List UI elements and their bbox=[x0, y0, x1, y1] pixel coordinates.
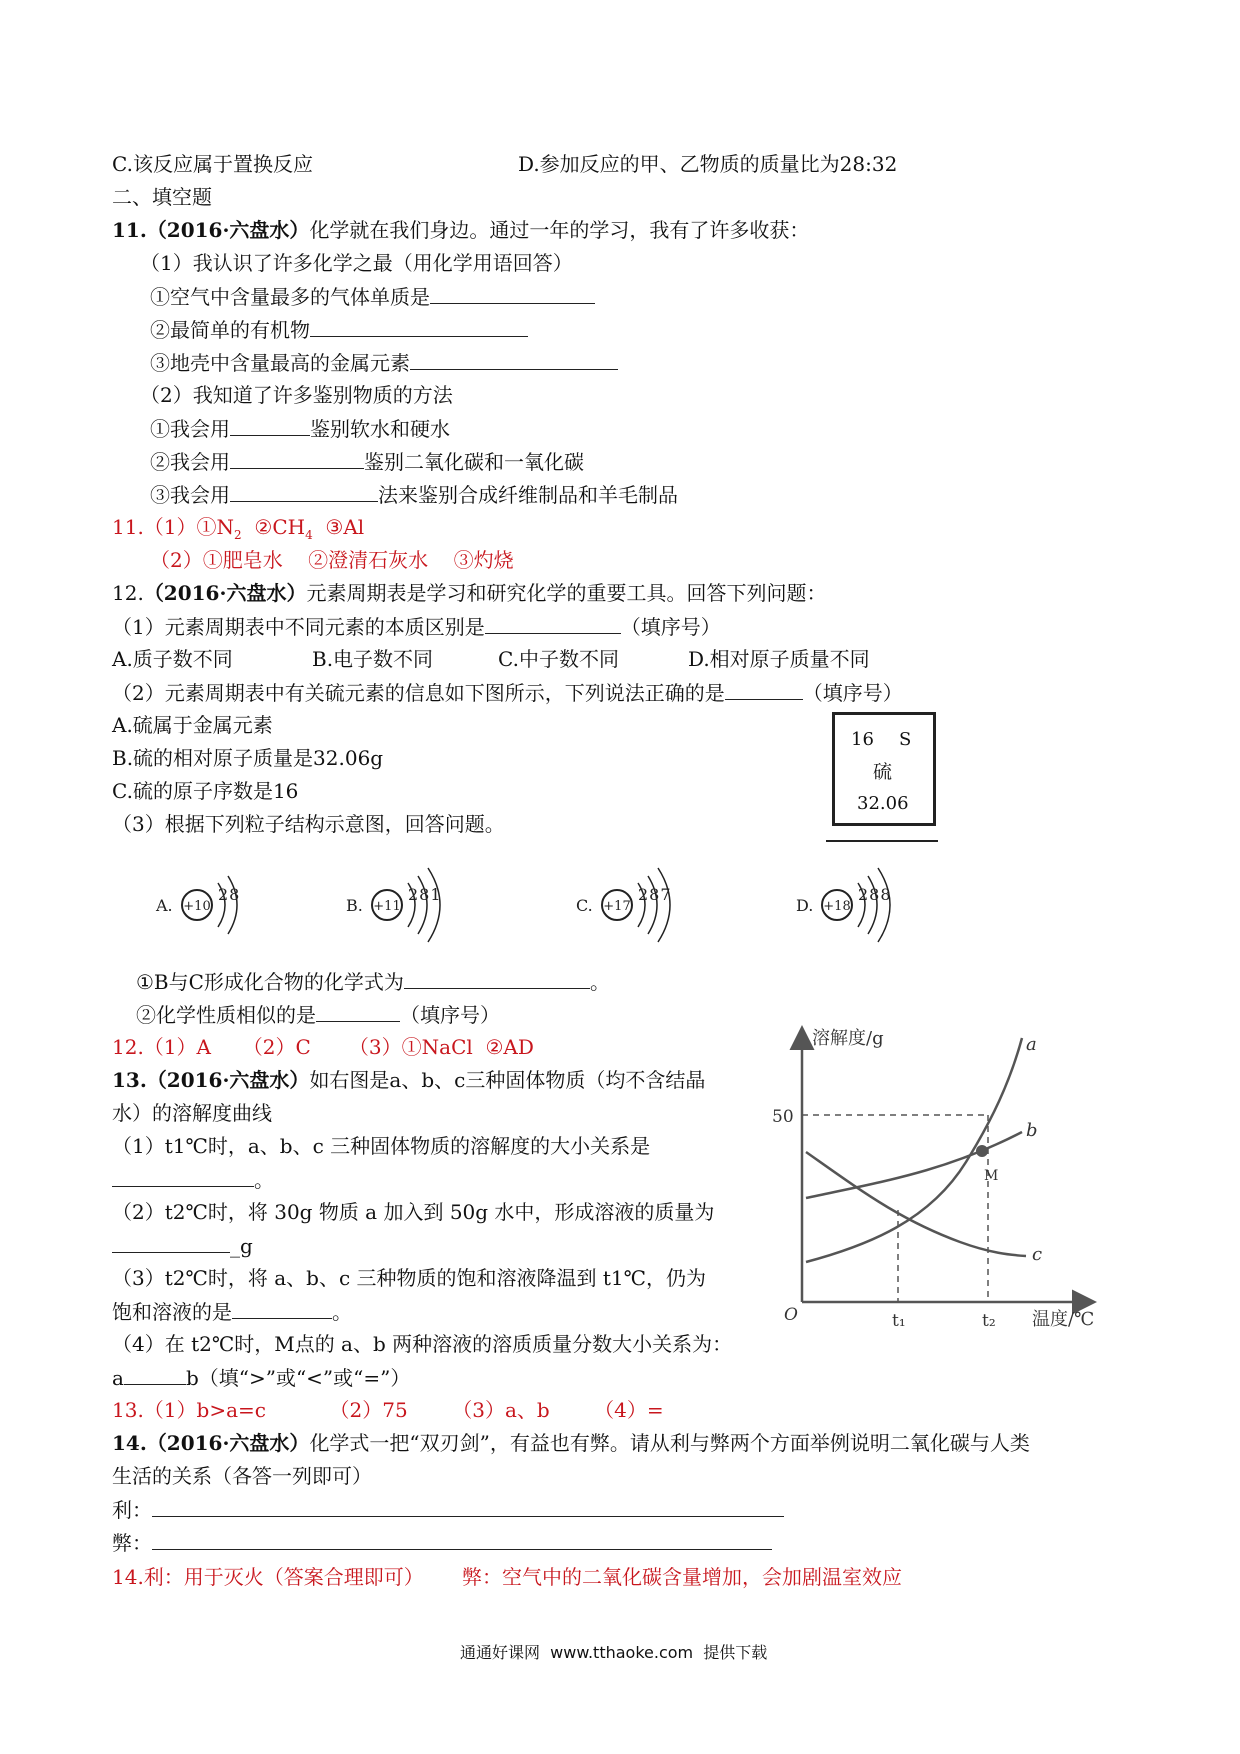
q14-stem-line1 bbox=[112, 1430, 1030, 1456]
q13-part3-line2 bbox=[112, 1298, 352, 1325]
q14-harm-line bbox=[112, 1529, 772, 1556]
q11-part1-item2-text: ②最简单的有机物 bbox=[150, 318, 310, 342]
q11-answer-a: 11.（1）①N bbox=[112, 515, 235, 539]
q11-part1-item2 bbox=[150, 316, 528, 343]
particle-label: D. bbox=[796, 896, 814, 915]
q13-source: （2016·六盘水） bbox=[146, 1068, 310, 1092]
answer-blank[interactable] bbox=[124, 1364, 186, 1385]
element-number: 16 bbox=[851, 729, 874, 750]
particle-c bbox=[576, 868, 672, 942]
q12-part3-item2-hint: （填序号） bbox=[400, 1003, 500, 1027]
nucleus-charge: +17 bbox=[603, 899, 631, 914]
q11-part1-item1 bbox=[150, 283, 595, 310]
q12-part2-text: （2）元素周期表中有关硫元素的信息如下图所示，下列说法正确的是 bbox=[112, 681, 725, 705]
q12-part1 bbox=[112, 613, 721, 640]
q11-answer-line1 bbox=[112, 514, 364, 548]
q14-stem-line2: 生活的关系（各答一列即可） bbox=[112, 1464, 372, 1488]
q13-part4-a: a bbox=[112, 1366, 124, 1390]
particle-label: C. bbox=[576, 896, 593, 915]
q11-part1-item3-text: ③地壳中含量最高的金属元素 bbox=[150, 351, 410, 375]
q14-number: 14. bbox=[112, 1431, 147, 1455]
q13-part4-text: b（填“>”或“<”或“=”） bbox=[185, 1366, 411, 1390]
q12-option-d: D.相对原子质量不同 bbox=[688, 647, 870, 671]
q11-part2-item3 bbox=[150, 481, 678, 508]
q13-part1-end: 。 bbox=[254, 1168, 274, 1192]
q13-part2-blank-line bbox=[112, 1232, 253, 1259]
q13-part4-line1: （4）在 t2℃时，M点的 a、b 两种溶液的溶质质量分数大小关系为： bbox=[112, 1332, 733, 1356]
q12-number: 12. bbox=[112, 581, 144, 605]
electron-shells: 281 bbox=[408, 885, 442, 904]
q12-statement-a: A.硫属于金属元素 bbox=[112, 713, 273, 737]
q11-part2-item1 bbox=[150, 415, 450, 442]
q12-statement-c: C.硫的原子序数是16 bbox=[112, 779, 299, 803]
q12-source: （2016·六盘水） bbox=[143, 581, 307, 605]
q12-part3-item1 bbox=[136, 968, 610, 995]
page-footer: 通通好课网 www.tthaoke.com 提供下载 bbox=[460, 1643, 768, 1662]
q11-part1: （1）我认识了许多化学之最（用化学用语回答） bbox=[140, 251, 573, 275]
q12-part3-item2 bbox=[136, 1001, 500, 1028]
answer-blank[interactable] bbox=[410, 349, 618, 370]
electron-shells: 288 bbox=[858, 885, 892, 904]
q12-option-a: A.质子数不同 bbox=[112, 647, 233, 671]
q11-part1-item1-text: ①空气中含量最多的气体单质是 bbox=[150, 285, 430, 309]
q11-part2-item2 bbox=[150, 448, 584, 475]
answer-blank[interactable] bbox=[112, 1166, 254, 1187]
q12-part2-hint: （填序号） bbox=[802, 681, 903, 705]
q11-answer-sub1: 2 bbox=[234, 528, 242, 542]
x-tick-t2: t₂ bbox=[982, 1311, 996, 1330]
electron-shell-arcs bbox=[408, 868, 440, 942]
q12-part3-item2-text: ②化学性质相似的是 bbox=[136, 1003, 316, 1027]
nucleus-charge: +10 bbox=[183, 899, 211, 914]
origin-label: O bbox=[784, 1305, 798, 1325]
q11-stem-text: 化学就在我们身边。通过一年的学习，我有了许多收获： bbox=[309, 218, 810, 242]
q13-part1: （1）t1℃时，a、b、c 三种固体物质的溶解度的大小关系是 bbox=[112, 1134, 651, 1158]
q13-part4-line2 bbox=[112, 1364, 410, 1391]
answer-blank[interactable] bbox=[230, 448, 364, 469]
answer-blank[interactable] bbox=[404, 968, 590, 989]
element-symbol: S bbox=[899, 729, 912, 750]
curve-b bbox=[806, 1132, 1022, 1198]
q13-stem-line2: 水）的溶解度曲线 bbox=[112, 1101, 272, 1125]
q13-number: 13. bbox=[112, 1068, 147, 1092]
particle-b bbox=[346, 868, 442, 942]
q10-option-c: C.该反应属于置换反应 bbox=[112, 152, 313, 176]
q13-part3-end: 。 bbox=[332, 1300, 352, 1324]
q12-answer: 12.（1）A （2）C （3）①NaCl ②AD bbox=[112, 1035, 534, 1059]
y-tick-50: 50 bbox=[772, 1107, 794, 1127]
q14-stem-text: 化学式一把“双刃剑”，有益也有弊。请从利与弊两个方面举例说明二氧化碳与人类 bbox=[309, 1431, 1030, 1455]
q12-part3: （3）根据下列粒子结构示意图，回答问题。 bbox=[112, 812, 505, 836]
q13-stem-text: 如右图是a、b、c三种固体物质（均不含结晶 bbox=[309, 1068, 706, 1092]
section-title: 二、填空题 bbox=[112, 185, 212, 209]
answer-blank[interactable] bbox=[316, 1001, 400, 1022]
q11-stem bbox=[112, 217, 809, 243]
particle-diagrams bbox=[140, 850, 1140, 960]
q11-answer-sub2: 4 bbox=[305, 528, 313, 542]
q12-part1-hint: （填序号） bbox=[620, 615, 721, 639]
particle-label: B. bbox=[346, 896, 363, 915]
q11-source: （2016·六盘水） bbox=[146, 218, 310, 242]
q13-answer: 13.（1）b>a=c （2）75 （3）a、b （4）= bbox=[112, 1398, 664, 1422]
q11-part2-item2-post: 鉴别二氧化碳和一氧化碳 bbox=[364, 450, 584, 474]
y-axis-label: 溶解度/g bbox=[812, 1028, 884, 1049]
answer-blank[interactable] bbox=[725, 679, 803, 700]
answer-blank[interactable] bbox=[112, 1232, 230, 1253]
q11-part1-item3 bbox=[150, 349, 618, 376]
q12-option-c: C.中子数不同 bbox=[498, 647, 619, 671]
answer-blank[interactable] bbox=[310, 316, 528, 337]
solubility-chart bbox=[770, 1020, 1120, 1330]
electron-shells: 28 bbox=[218, 885, 241, 904]
answer-blank[interactable] bbox=[232, 1298, 332, 1319]
q12-stem-text: 元素周期表是学习和研究化学的重要工具。回答下列问题： bbox=[306, 581, 827, 605]
q12-statement-b: B.硫的相对原子质量是32.06g bbox=[112, 746, 384, 770]
curve-a bbox=[806, 1038, 1022, 1262]
q13-part3-line1: （3）t2℃时，将 a、b、c 三种物质的饱和溶液降温到 t1℃，仍为 bbox=[112, 1266, 706, 1290]
curve-a-label: a bbox=[1026, 1034, 1037, 1055]
curve-b-label: b bbox=[1026, 1120, 1038, 1141]
answer-blank[interactable] bbox=[485, 613, 621, 634]
sulfur-element-card bbox=[832, 712, 936, 826]
q13-part1-blank-line bbox=[112, 1166, 274, 1193]
q11-part2-item1-pre: ①我会用 bbox=[150, 417, 230, 441]
q14-answer: 14.利：用于灭火（答案合理即可） 弊：空气中的二氧化碳含量增加，会加剧温室效应 bbox=[112, 1565, 902, 1589]
q12-part1-text: （1）元素周期表中不同元素的本质区别是 bbox=[112, 615, 485, 639]
element-name: 硫 bbox=[873, 761, 893, 783]
q11-part2: （2）我知道了许多鉴别物质的方法 bbox=[140, 383, 453, 407]
q11-part2-item3-post: 法来鉴别合成纤维制品和羊毛制品 bbox=[378, 483, 678, 507]
q12-option-b: B.电子数不同 bbox=[312, 647, 434, 671]
q11-number: 11. bbox=[112, 218, 147, 242]
answer-blank[interactable] bbox=[230, 481, 378, 502]
q12-part2 bbox=[112, 679, 903, 706]
q14-harm-label: 弊： bbox=[112, 1531, 152, 1555]
answer-blank[interactable] bbox=[430, 283, 595, 304]
q10-option-d: D.参加反应的甲、乙物质的质量比为28:32 bbox=[518, 152, 898, 176]
q12-part3-item1-text: ①B与C形成化合物的化学式为 bbox=[136, 970, 404, 994]
q12-stem bbox=[112, 580, 826, 606]
nucleus-charge: +11 bbox=[373, 899, 401, 914]
q14-benefit-line bbox=[112, 1496, 784, 1523]
answer-blank[interactable] bbox=[152, 1529, 772, 1550]
particle-a bbox=[155, 876, 240, 934]
electron-shell-arcs bbox=[638, 868, 670, 942]
element-card-underline bbox=[826, 840, 938, 842]
q13-part2-unit: _g bbox=[230, 1234, 253, 1258]
q11-part2-item2-pre: ②我会用 bbox=[150, 450, 230, 474]
element-mass: 32.06 bbox=[857, 793, 909, 814]
q13-part2: （2）t2℃时，将 30g 物质 a 加入到 50g 水中，形成溶液的质量为 bbox=[112, 1200, 715, 1224]
point-m bbox=[976, 1145, 988, 1157]
q13-part3-text: 饱和溶液的是 bbox=[112, 1300, 232, 1324]
q11-part2-item3-pre: ③我会用 bbox=[150, 483, 230, 507]
point-m-label: M bbox=[984, 1168, 999, 1184]
q11-answer-b: ②CH bbox=[241, 515, 306, 539]
curve-c-label: c bbox=[1032, 1244, 1043, 1265]
electron-shells: 287 bbox=[638, 885, 672, 904]
q11-answer-c: ③Al bbox=[312, 515, 365, 539]
particle-d bbox=[796, 868, 892, 942]
x-axis-label: 温度/℃ bbox=[1032, 1309, 1095, 1330]
answer-blank[interactable] bbox=[152, 1496, 784, 1517]
answer-blank[interactable] bbox=[230, 415, 310, 436]
q13-stem-line1 bbox=[112, 1067, 705, 1093]
nucleus-charge: +18 bbox=[823, 899, 851, 914]
q14-benefit-label: 利： bbox=[112, 1498, 152, 1522]
q14-source: （2016·六盘水） bbox=[146, 1431, 310, 1455]
x-tick-t1: t₁ bbox=[892, 1311, 906, 1330]
q11-answer-line2: （2）①肥皂水 ②澄清石灰水 ③灼烧 bbox=[150, 548, 514, 572]
electron-shell-arcs bbox=[858, 868, 890, 942]
q12-part3-item1-end: 。 bbox=[589, 970, 610, 994]
q11-part2-item1-post: 鉴别软水和硬水 bbox=[310, 417, 450, 441]
particle-label: A. bbox=[156, 896, 173, 915]
